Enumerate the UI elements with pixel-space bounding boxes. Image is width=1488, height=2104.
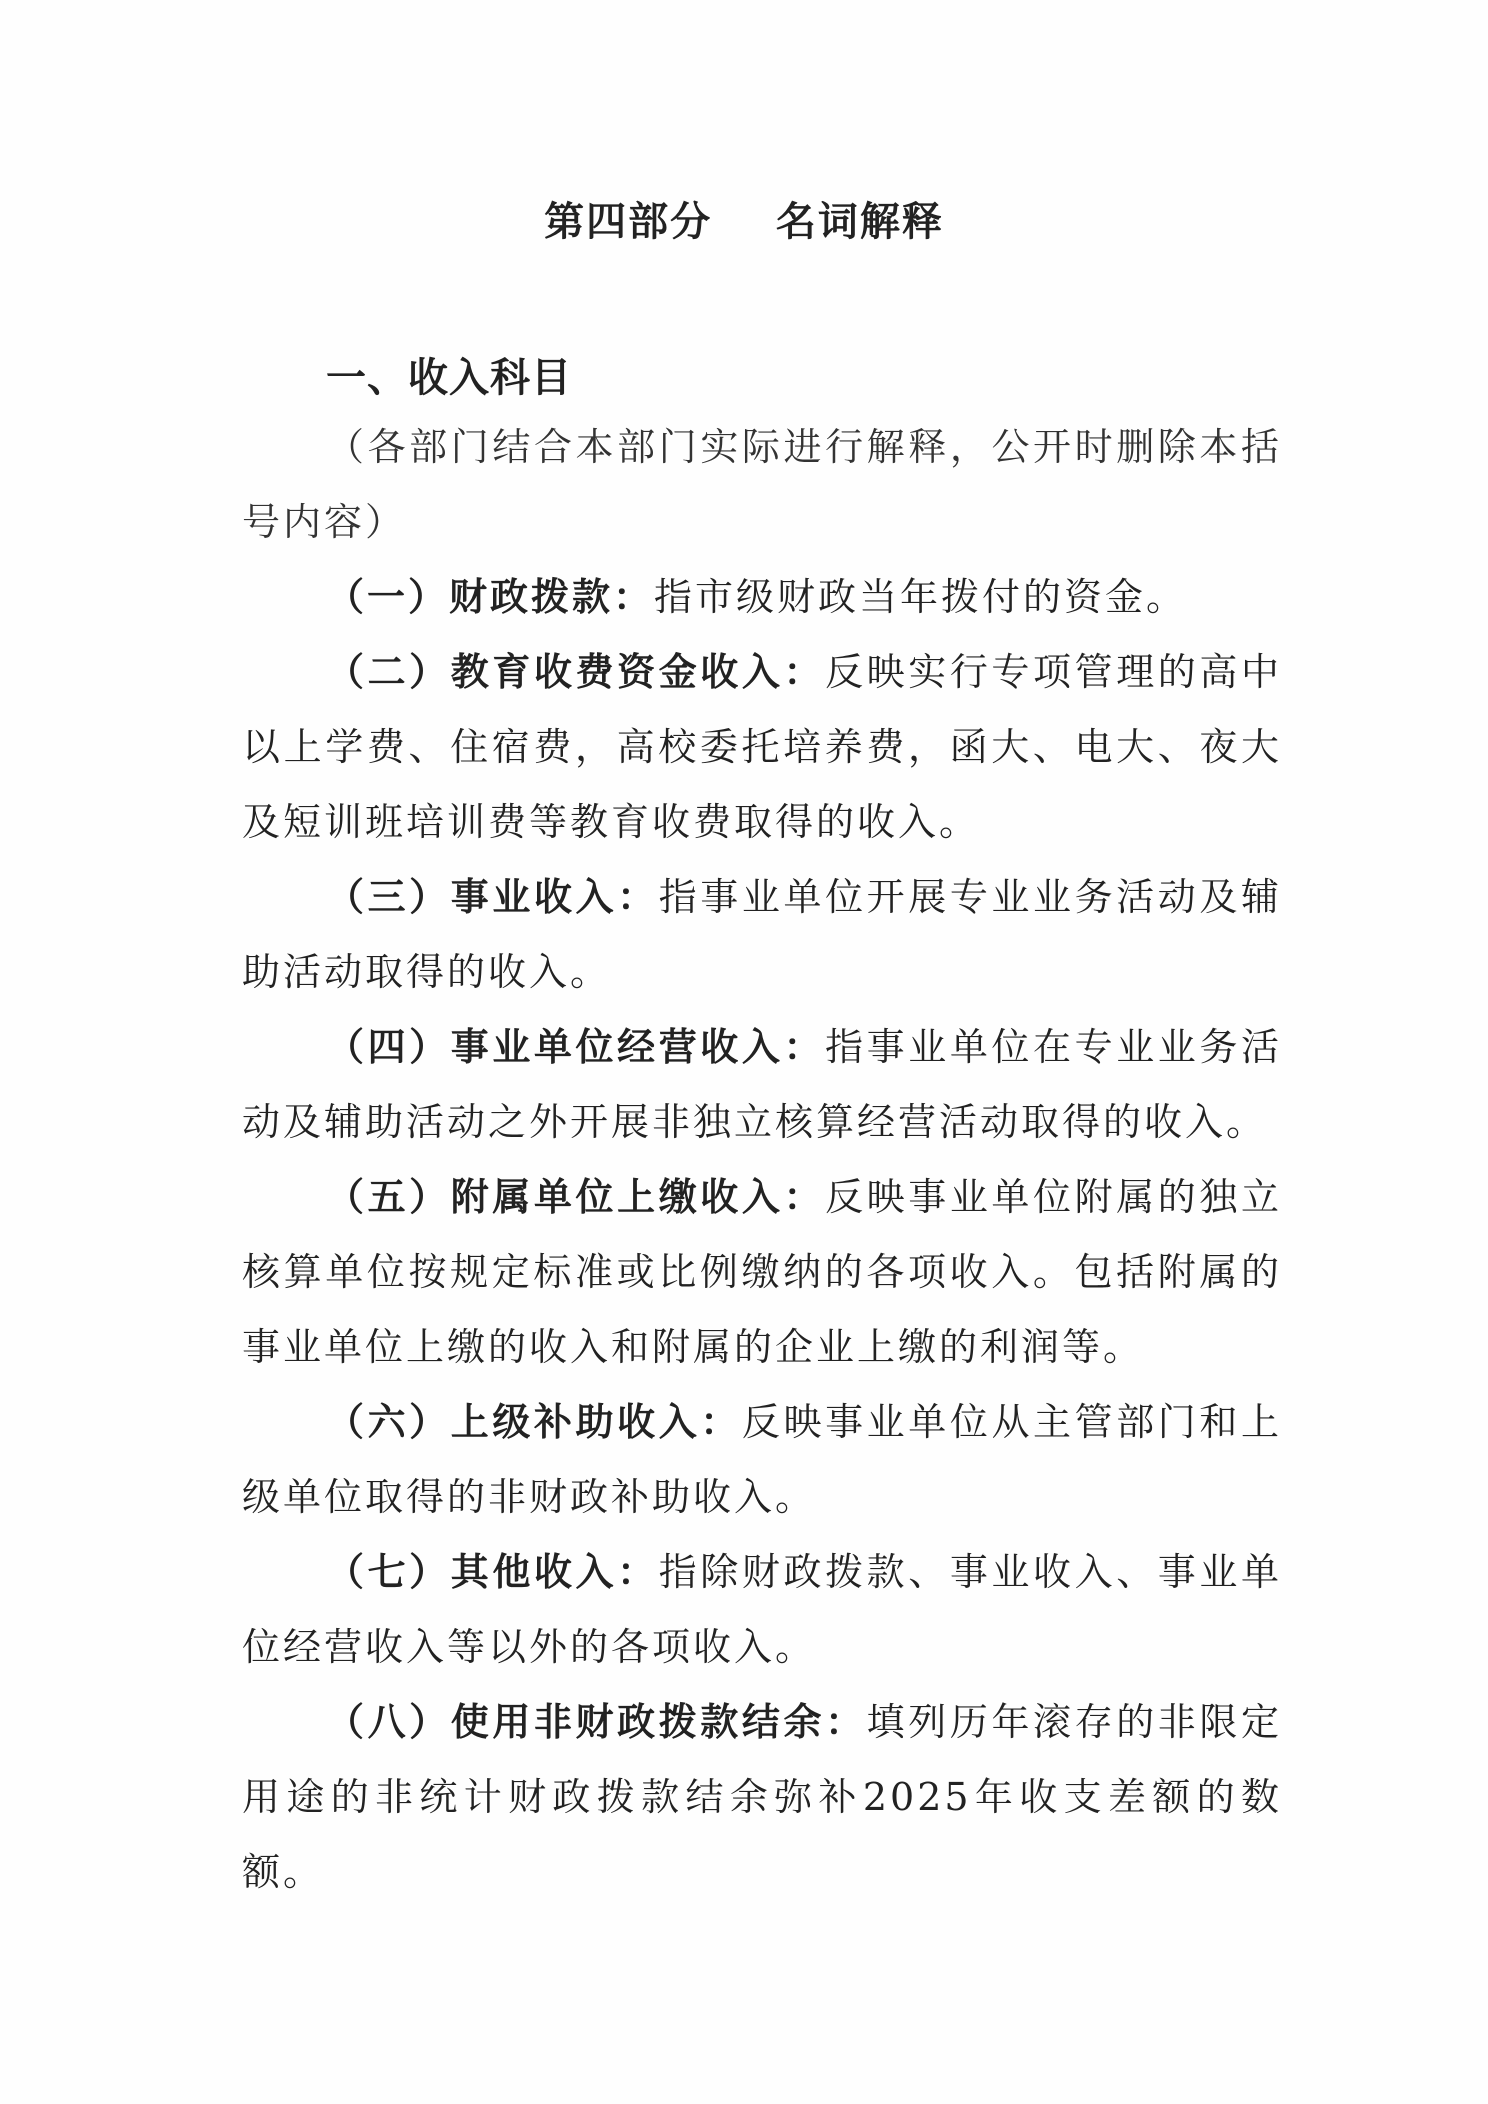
definition-text: 反映事业单位从主管部门和上级单位取得的非财政补助收入。 bbox=[242, 1400, 1282, 1519]
definition-item-7 bbox=[242, 1535, 1282, 1685]
definition-item-4 bbox=[242, 1010, 1282, 1160]
definition-term: （八）使用非财政拨款结余： bbox=[326, 1700, 867, 1744]
definition-item-6 bbox=[242, 1385, 1282, 1535]
editorial-note: （各部门结合本部门实际进行解释，公开时删除本括号内容） bbox=[242, 425, 1282, 544]
definition-text: 反映事业单位附属的独立核算单位按规定标准或比例缴纳的各项收入。包括附属的事业单位上缴的收入和附属的企业上缴的利润等。 bbox=[242, 1175, 1282, 1369]
definition-item-8 bbox=[242, 1685, 1282, 1910]
definition-text: 反映实行专项管理的高中以上学费、住宿费，高校委托培养费，函大、电大、夜大及短训班培训费等教育收费取得的收入。 bbox=[242, 650, 1282, 844]
definition-text: 指事业单位开展专业业务活动及辅助活动取得的收入。 bbox=[242, 875, 1282, 994]
definition-item-1 bbox=[242, 560, 1282, 635]
definition-item-2 bbox=[242, 635, 1282, 860]
definition-text: 指除财政拨款、事业收入、事业单位经营收入等以外的各项收入。 bbox=[242, 1550, 1282, 1669]
section-heading: 一、收入科目 bbox=[326, 355, 572, 401]
definition-term: （二）教育收费资金收入： bbox=[326, 650, 826, 694]
definition-text: 指市级财政当年拨付的资金。 bbox=[654, 575, 1188, 619]
definition-item-3 bbox=[242, 860, 1282, 1010]
definition-term: （三）事业收入： bbox=[326, 875, 659, 919]
definition-item-5 bbox=[242, 1160, 1282, 1385]
definition-term: （一）财政拨款： bbox=[326, 575, 655, 619]
definition-term: （四）事业单位经营收入： bbox=[326, 1025, 826, 1069]
definition-text: 填列历年滚存的非限定用途的非统计财政拨款结余弥补2025年收支差额的数额。 bbox=[242, 1700, 1282, 1894]
page-title: 第四部分 名词解释 bbox=[544, 199, 944, 245]
definition-term: （六）上级补助收入： bbox=[326, 1400, 742, 1444]
definition-term: （五）附属单位上缴收入： bbox=[326, 1175, 826, 1219]
definition-term: （七）其他收入： bbox=[326, 1550, 659, 1594]
document-body bbox=[242, 410, 1282, 1910]
definition-text: 指事业单位在专业业务活动及辅助活动之外开展非独立核算经营活动取得的收入。 bbox=[242, 1025, 1282, 1144]
